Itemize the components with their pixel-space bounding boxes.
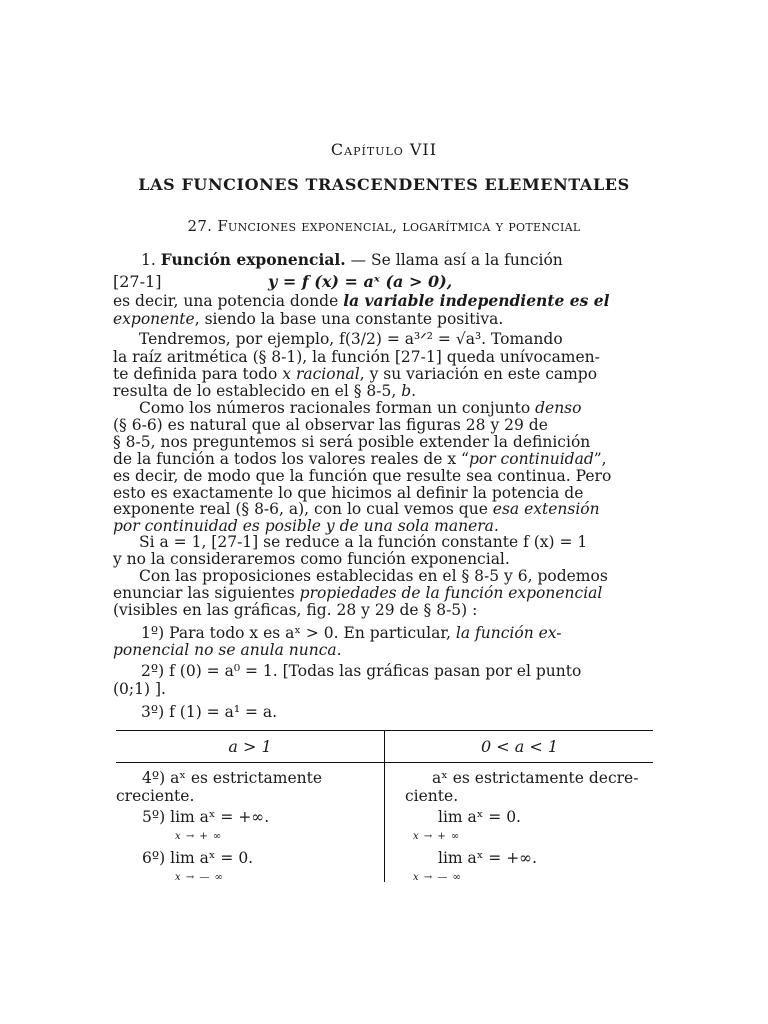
paragraph-heading-rest: — Se llama así a la función [345, 251, 563, 269]
table-cell-6-left-subscript: x → — ∞ [175, 872, 224, 883]
table-cell-5-right: lim aˣ = 0. [438, 808, 521, 826]
section-title: 27. Funciones exponencial, logarítmica y potencial [187, 217, 581, 235]
paragraph-number: 1. [141, 251, 156, 269]
table-cell-5-left: 5º) lim aˣ = +∞. [142, 808, 270, 826]
table-cell-4-right-b: ciente. [405, 787, 459, 805]
table-header-left: a > 1 [228, 737, 272, 756]
table-cell-6-right-subscript: x → — ∞ [413, 872, 462, 883]
text-line: es decir, de modo que la función que resulte sea continua. Pero [113, 467, 612, 485]
chapter-label: Capítulo VII [330, 140, 438, 159]
text-line: Tendremos, por ejemplo, f(3/2) = a³ᐟ² = √a³. Tomando [139, 330, 563, 348]
property-2-line: 2º) f (0) = a⁰ = 1. [Todas las gráficas pasan por el punto [141, 662, 582, 680]
text-line: exponente, siendo la base una constante positiva. [113, 310, 504, 328]
text-line: Como los números racionales forman un conjunto denso [139, 399, 582, 417]
table-cell-4-left-b: creciente. [116, 787, 195, 805]
text-line: (visibles en las gráficas, fig. 28 y 29 de § 8-5) : [113, 601, 478, 619]
equation-body: y = f (x) = aˣ (a > 0), [268, 272, 453, 291]
table-cell-5-left-subscript: x → + ∞ [175, 831, 223, 842]
table-header-right: 0 < a < 1 [480, 737, 559, 756]
property-1-line: 1º) Para todo x es aˣ > 0. En particular, la función ex- [141, 624, 562, 642]
table-header-rule [116, 762, 653, 763]
text-line: esto es exactamente lo que hicimos al definir la potencia de [113, 484, 584, 502]
text-line: Si a = 1, [27-1] se reduce a la función constante f (x) = 1 [139, 533, 588, 551]
property-3-line: 3º) f (1) = a¹ = a. [141, 703, 278, 721]
paragraph-1-heading-line [113, 251, 681, 269]
table-cell-4-right-a: aˣ es estrictamente decre- [432, 769, 639, 787]
paragraph-heading: Función exponencial. [160, 251, 346, 269]
table-cell-4-left-a: 4º) aˣ es estrictamente [142, 769, 323, 787]
table-column-divider [384, 731, 385, 882]
text-line: resulta de lo establecido en el § 8-5, b. [113, 382, 417, 400]
text-line: es decir, una potencia donde la variable independiente es el [113, 292, 610, 310]
property-2-continued: (0;1) ]. [113, 680, 166, 698]
text-line: § 8-5, nos preguntemos si será posible extender la definición [113, 433, 591, 451]
table-cell-5-right-subscript: x → + ∞ [413, 831, 461, 842]
property-1-continued: ponencial no se anula nunca. [113, 641, 342, 659]
table-cell-6-right: lim aˣ = +∞. [438, 849, 538, 867]
text-line: Con las proposiciones establecidas en el § 8-5 y 6, podemos [139, 567, 608, 585]
text-line: de la función a todos los valores reales de x “por continuidad”, [113, 450, 607, 468]
equation-tag: [27-1] [113, 272, 162, 291]
text-line: por continuidad es posible y de una sola manera. [113, 517, 499, 535]
chapter-title: LAS FUNCIONES TRASCENDENTES ELEMENTALES [138, 175, 630, 194]
text-line: y no la consideraremos como función exponencial. [113, 550, 510, 568]
text-line: enunciar las siguientes propiedades de la función exponencial [113, 584, 603, 602]
text-line: la raíz aritmética (§ 8-1), la función [27-1] queda unívocamen- [113, 348, 600, 366]
text-line: te definida para todo x racional, y su variación en este campo [113, 365, 598, 383]
text-line: (§ 6-6) es natural que al observar las figuras 28 y 29 de [113, 416, 548, 434]
text-line: exponente real (§ 8-6, a), con lo cual vemos que esa extensión [113, 500, 600, 518]
table-cell-6-left: 6º) lim aˣ = 0. [142, 849, 254, 867]
